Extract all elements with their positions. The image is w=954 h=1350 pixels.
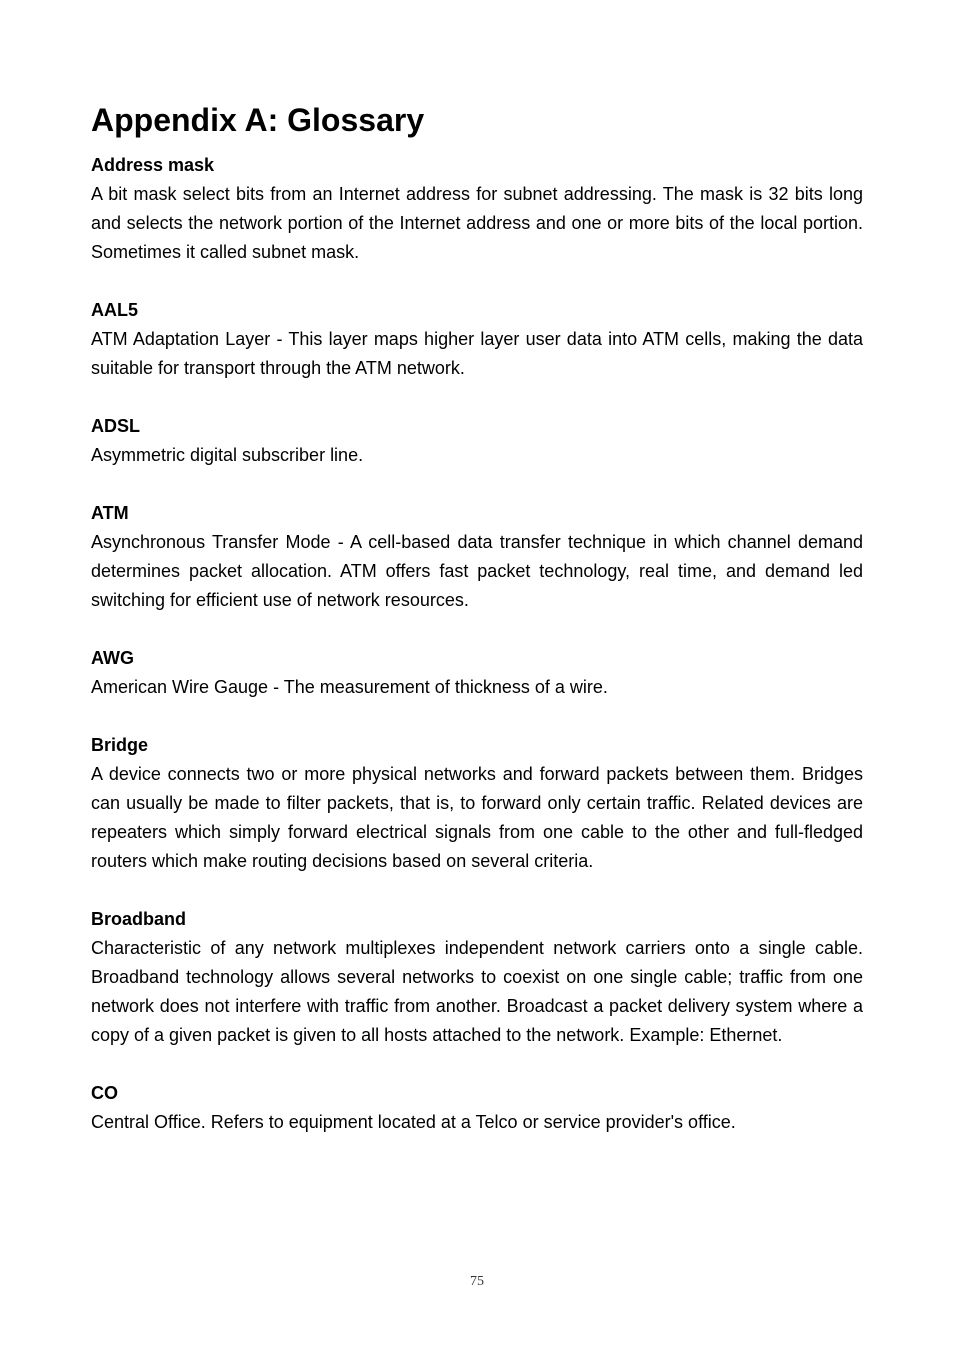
glossary-term: Bridge	[91, 735, 149, 755]
glossary-definition: Asynchronous Transfer Mode - A cell-based data transfer technique in which channel demand determines packet allocation. ATM offers fast packet technology, real time, and demand led switching for efficient use of network resources.	[91, 532, 863, 610]
glossary-term: AAL5	[91, 300, 139, 320]
document-page	[91, 99, 863, 1166]
glossary-definition: Characteristic of any network multiplexes independent network carriers onto a single cable. Broadband technology allows several networks to coexist on one single cable; traffic from one network does not interfere with traffic from another. Broadcast a packet delivery system where a copy of a given packet is given to all hosts attached to the network. Example: Ethernet.	[91, 938, 863, 1045]
glossary-entry	[91, 412, 863, 470]
glossary-entry	[91, 499, 863, 615]
glossary-entry	[91, 296, 863, 383]
glossary-definition: A device connects two or more physical networks and forward packets between them. Bridges can usually be made to filter packets, that is, to forward only certain traffic. Related devices are repeaters which simply forward electrical signals from one cable to the other and full-fledged routers which make routing decisions based on several criteria.	[91, 764, 863, 871]
glossary-term: Broadband	[91, 909, 187, 929]
glossary-definition: A bit mask select bits from an Internet address for subnet addressing. The mask is 32 bits long and selects the network portion of the Internet address and one or more bits of the local portion. Sometimes it called subnet mask.	[91, 184, 863, 262]
glossary-entry	[91, 151, 863, 267]
glossary-definition: Central Office. Refers to equipment located at a Telco or service provider's office.	[91, 1112, 736, 1132]
glossary-term: AWG	[91, 648, 134, 668]
glossary-entry	[91, 1079, 863, 1137]
glossary-definition: ATM Adaptation Layer - This layer maps higher layer user data into ATM cells, making the data suitable for transport through the ATM network.	[91, 329, 863, 378]
page-number: 75	[470, 1274, 484, 1289]
glossary-term: ATM	[91, 503, 129, 523]
glossary-definition: American Wire Gauge - The measurement of thickness of a wire.	[91, 677, 608, 697]
glossary-entry	[91, 731, 863, 876]
page-title: Appendix A: Glossary	[91, 102, 425, 138]
glossary-entry	[91, 905, 863, 1050]
glossary-term: ADSL	[91, 416, 140, 436]
glossary-term: CO	[91, 1083, 118, 1103]
glossary-definition: Asymmetric digital subscriber line.	[91, 445, 364, 465]
glossary-entry	[91, 644, 863, 702]
glossary-term: Address mask	[91, 155, 215, 175]
